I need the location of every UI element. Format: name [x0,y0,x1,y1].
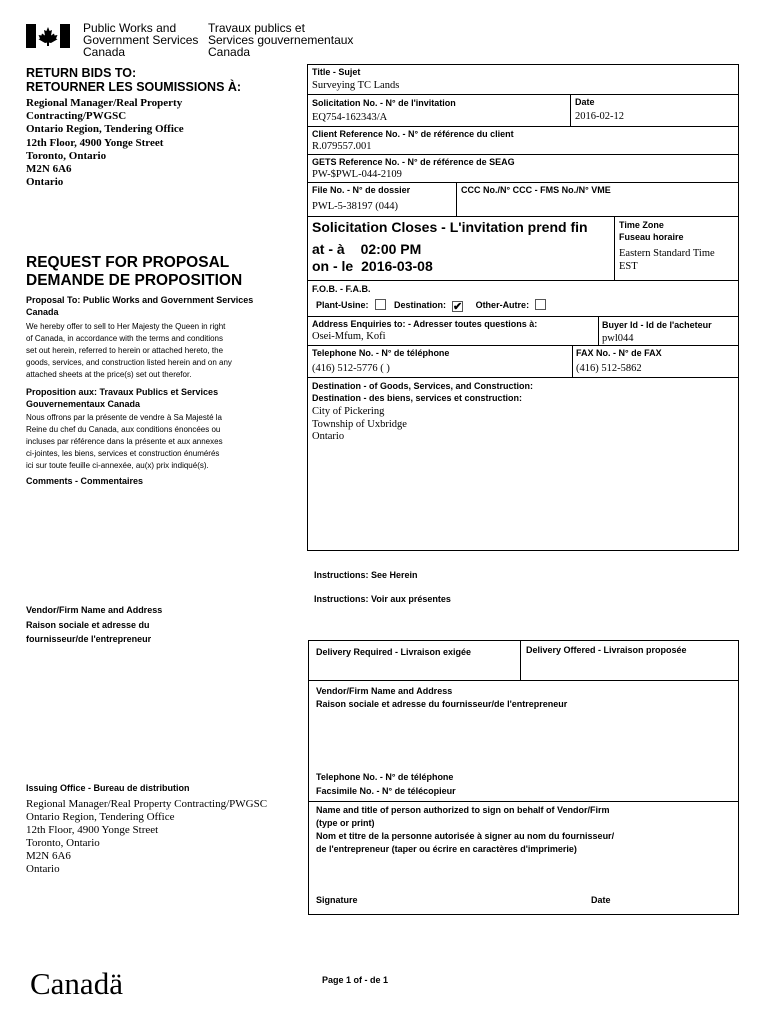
destination-line: City of Pickering [312,406,385,417]
fax-label: FAX No. - N° de FAX [576,348,662,358]
issuing-office-address [26,798,267,876]
form-divider [598,316,599,345]
text-line: ci-jointes, les biens, services et construction énumérés [26,449,220,458]
date-value: 2016-02-12 [575,111,624,122]
closing-time-value: 02:00 PM [360,241,422,257]
destination-line: Ontario [312,431,345,442]
label-line: Nom et titre de la personne autorisée à signer au nom du fournisseur/ [316,831,615,841]
form-divider [307,316,739,317]
address-line: Ontario [26,863,60,875]
time-zone-label [619,219,684,243]
label-line: Proposition aux: Travaux Publics et Services [26,387,219,397]
address-line: M2N 6A6 [26,850,71,862]
form-divider [572,345,573,377]
department-name-fr-line: Canada [208,45,251,59]
page-number: Page 1 of - de 1 [322,975,389,985]
closing-date [312,258,433,275]
return-bids-title-en: RETURN BIDS TO: [26,66,137,80]
form-divider [307,345,739,346]
label-line: Vendor/Firm Name and Address [26,605,163,615]
form-divider [307,377,739,378]
address-line: M2N 6A6 [26,163,72,176]
form-divider [307,182,739,183]
rfp-heading [26,254,242,290]
address-line: Regional Manager/Real Property [26,97,183,109]
form-divider [307,154,739,155]
label-line: Destination - des biens, services et construction: [312,393,523,403]
authorized-person-label [316,804,614,856]
form-divider [570,94,571,126]
time-zone-value [619,247,715,273]
date-label: Date [575,97,595,107]
fob-label: F.O.B. - F.A.B. [312,284,371,294]
text-line: We hereby offer to sell to Her Majesty the Queen in right [26,322,226,331]
department-name-fr-line: Services gouvernementaux [208,33,354,47]
department-name-en-line: Government Services [83,33,199,47]
proposal-to-label: Proposal To: Public Works and Government Services Canada [26,295,254,317]
address-line: Ontario Region, Tendering Office [26,123,184,136]
destination-goods-value [312,406,407,444]
label-line: de l'entrepreneur (taper ou écrire en caractères d'imprimerie) [316,844,577,854]
department-name-en-line: Public Works and [83,21,177,35]
label-line: Name and title of person authorized to sign on behalf of Vendor/Firm [316,805,610,815]
buyer-id-label: Buyer Id - Id de l'acheteur [602,320,712,330]
address-line: Ontario [26,176,64,189]
form-divider [308,680,739,681]
department-name-en [83,22,198,58]
address-enquiries-value: Osei-Mfum, Kofi [312,331,386,342]
label-line: Raison sociale et adresse du fournisseur/de l'entrepreneur [316,699,568,709]
gets-reference-label: GETS Reference No. - N° de référence de SEAG [312,157,515,167]
address-line: Toronto, Ontario [26,149,107,162]
time-zone-label-fr: Fuseau horaire [619,232,684,242]
other-autre-checkbox[interactable] [535,299,546,310]
file-number-value: PWL-5-38197 (044) [312,201,399,212]
address-enquiries-label: Address Enquiries to: - Adresser toutes questions à: [312,319,538,329]
other-autre-label: Other-Autre: [475,300,530,310]
return-bids-address [26,97,184,189]
form-divider [307,94,739,95]
label-line: Vendor/Firm Name and Address [316,686,453,696]
signature-date-label: Date [591,895,611,905]
delivery-offered-label: Delivery Offered - Livraison proposée [526,645,687,655]
file-number-label: File No. - N° de dossier [312,185,411,195]
department-name-fr [208,22,353,58]
label-line: fournisseur/de l'entrepreneur [26,634,152,644]
vendor-fax-label: Facsimile No. - N° de télécopieur [316,785,456,796]
closing-at-label: at - à [312,241,345,257]
text-line: set out herein, referred to herein or attached hereto, the [26,346,224,355]
ccc-number-label: CCC No./N° CCC - FMS No./N° VME [461,185,611,195]
vendor-phone-fax-label [316,771,456,798]
vendor-firm-label [26,603,162,647]
canada-wordmark: Canadä [30,966,123,1001]
comments-label: Comments - Commentaires [26,476,144,486]
signature-label: Signature [316,895,358,905]
return-bids-title-fr: RETOURNER LES SOUMISSIONS À: [26,80,242,94]
form-divider [308,801,739,802]
closing-date-value: 2016-03-08 [361,258,433,274]
solicitation-number-value: EQ754-162343/A [312,112,388,123]
issuing-office-label: Issuing Office - Bureau de distribution [26,783,190,793]
proposition-label [26,386,218,410]
text-line: goods, services, and construction listed herein and on any [26,358,232,367]
address-line: Contracting/PWGSC [26,110,127,123]
return-bids-heading [26,66,241,94]
plant-usine-label: Plant-Usine: [316,300,369,310]
time-zone-line: Eastern Standard Time [619,248,715,259]
text-line: incluses par référence dans la présente et aux annexes [26,437,223,446]
form-divider [456,182,457,216]
label-line: Raison sociale et adresse du [26,619,150,630]
proposition-text [26,412,223,472]
solicitation-number-label: Solicitation No. - N° de l'invitation [312,98,456,108]
proposal-to-text [26,321,232,381]
form-divider [307,216,739,217]
instructions-fr: Instructions: Voir aux présentes [314,594,451,604]
time-zone-line: EST [619,261,638,272]
text-line: Nous offrons par la présente de vendre à Sa Majesté la [26,413,222,422]
label-line: Destination - of Goods, Services, and Construction: [312,381,534,391]
fob-options [316,299,546,312]
vendor-firm-name-label [316,685,567,711]
address-line: Toronto, Ontario [26,837,100,849]
destination-line: Township of Uxbridge [312,418,407,430]
instructions-en: Instructions: See Herein [314,570,418,580]
destination-checkbox[interactable]: ✔ [453,301,463,313]
text-line: Reine du chef du Canada, aux conditions énoncées ou [26,425,221,434]
destination-goods-label [312,380,533,404]
department-name-fr-line: Travaux publics et [208,21,305,35]
destination-label: Destination: [394,300,447,310]
department-name-en-line: Canada [83,45,126,59]
telephone-label: Telephone No. - N° de téléphone [312,348,450,358]
text-line: of Canada, in accordance with the terms and conditions [26,334,224,343]
client-reference-value: R.079557.001 [312,141,372,152]
label-line: Gouvernementaux Canada [26,399,141,409]
address-line: Regional Manager/Real Property Contracting/PWGSC [26,798,268,810]
form-divider [307,126,739,127]
title-value: Surveying TC Lands [312,80,400,91]
vendor-phone-label: Telephone No. - N° de téléphone [316,772,454,782]
government-flag-icon [26,24,70,48]
buyer-id-value: pwl044 [602,333,634,344]
text-line: ici sur toute feuille ci-annexée, au(x) prix indiqué(s). [26,461,209,470]
time-zone-label-en: Time Zone [619,220,664,230]
label-line: (type or print) [316,818,375,828]
gets-reference-value: PW-$PWL-044-2109 [312,169,402,180]
delivery-required-label: Delivery Required - Livraison exigée [316,647,472,657]
fax-value: (416) 512-5862 [576,363,642,374]
address-line: 12th Floor, 4900 Yonge Street [26,136,164,149]
address-line: 12th Floor, 4900 Yonge Street [26,824,159,836]
closing-time [312,241,421,258]
rfp-title-fr: DEMANDE DE PROPOSITION [26,272,243,289]
form-divider [520,640,521,680]
plant-usine-checkbox[interactable] [375,299,386,310]
closing-on-label: on - le [312,258,354,274]
solicitation-closes-title: Solicitation Closes - L'invitation prend fin [312,219,588,235]
client-reference-label: Client Reference No. - N° de référence du client [312,129,514,139]
form-divider [614,216,615,280]
title-label: Title - Sujet [312,67,361,77]
rfp-title-en: REQUEST FOR PROPOSAL [26,254,230,271]
telephone-value: (416) 512-5776 ( ) [312,363,390,374]
address-line: Ontario Region, Tendering Office [26,811,175,823]
form-divider [307,280,739,281]
text-line: attached sheets at the price(s) set out therefor. [26,370,192,379]
